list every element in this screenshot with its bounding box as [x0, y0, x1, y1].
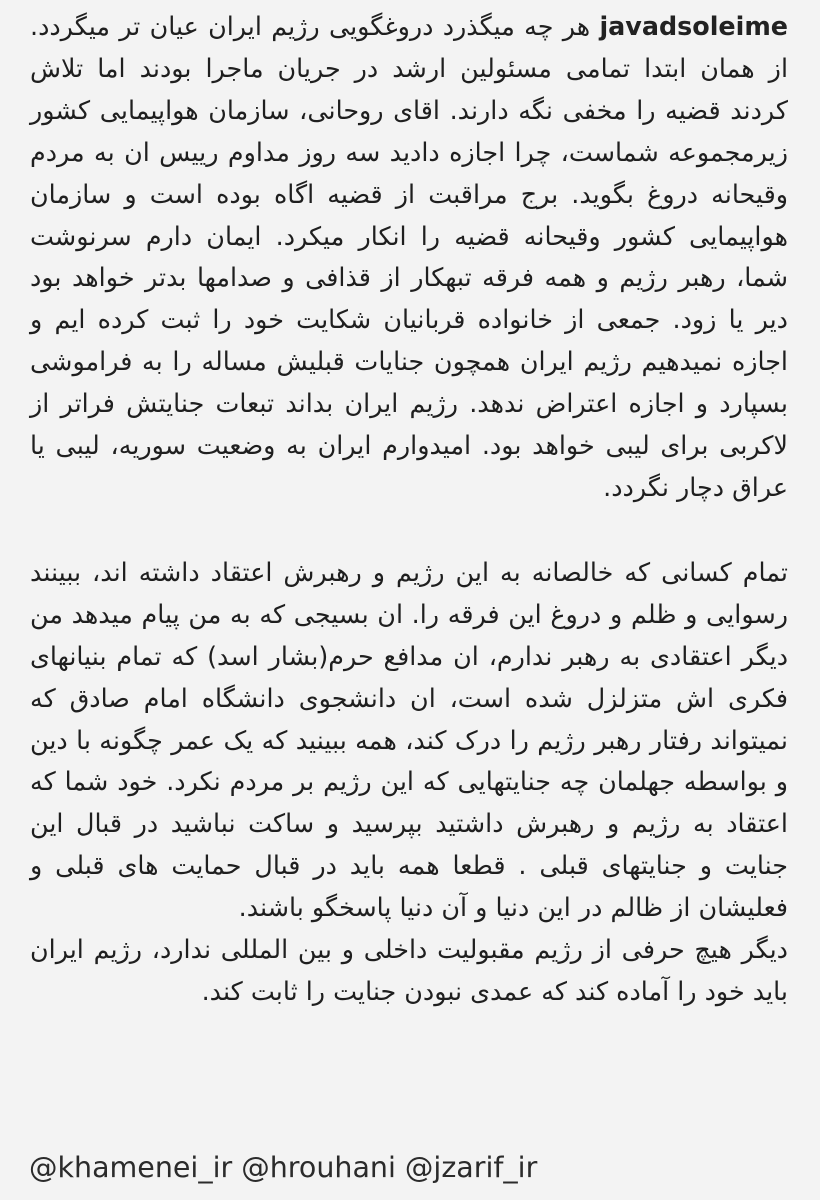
mention-jzarif[interactable]: @jzarif_ir [404, 1151, 538, 1184]
mention-tags [29, 1150, 537, 1186]
caption-paragraph-2: تمام کسانی که خالصانه به این رژیم و رهبرش اعتقاد داشته اند، ببینند رسوایی و ظلم و دروغ این فرقه را. ان بسیجی که به من پیام میدهد من دیگر اعتقادی به رهبر ندارم، ان مدافع حرم(بشار اسد) که تمام بنیانهای فکری اش متزلزل شده است، ان دانشجوی دانشگاه امام صادق که نمیتواند رفتار رهبر رژیم را درک کند، همه ببینید که یک عمر چگونه با دین و بواسطه جهلمان چه جنایتهایی که این رژیم بر مردم نکرد. خود شما که اعتقاد به رژیم و رهبرش داشتید بپرسید و ساکت نباشید در قبال این جنایت و جنایتهای قبلی . قطعا همه باید در قبال حمایت های قبلی و فعلیشان از ظالم در این دنیا و آن دنیا پاسخگو باشند. [30, 556, 788, 923]
caption-text [30, 6, 788, 1013]
caption-paragraph-3: دیگر هیچ حرفی از رژیم مقبولیت داخلی و بین المللی ندارد، رژیم ایران باید خود را آماده کند که عمدی نبودن جنایت را ثابت کند. [30, 934, 788, 1006]
caption-paragraph-1-text: هر چه میگذرد دروغگویی رژیم ایران عیان تر میگردد. از همان ابتدا تمامی مسئولین ارشد در جریان ماجرا بودند اما تلاش کردند قضیه را مخفی نگه دارند. اقای روحانی، سازمان هواپیمایی کشور زیرمجموعه شماست، چرا اجازه دادید سه روز مداوم رییس ان به مردم وقیحانه دروغ بگوید. برج مراقبت از قضیه اگاه بوده است و سازمان هواپیمایی کشور وقیحانه قضیه را انکار میکرد. ایمان دارم سرنوشت شما، رهبر رژیم و همه فرقه تبهکار از قذافی و صدامها بدتر خواهد بود دیر یا زود. جمعی از خانواده قربانیان شکایت خود را ثبت کرده ایم و اجازه نمیدهیم رژیم ایران همچون جنایات قبلیش مساله را به فراموشی بسپارد و اجازه اعتراض ندهد. رژیم ایران بداند تبعات جنایتش فراتر از لاکربی برای لیبی خواهد بود. امیدوارم ایران به وضعیت سوریه، لیبی یا عراق دچار نگردد. [30, 11, 788, 502]
mention-hrouhani[interactable]: @hrouhani [241, 1151, 396, 1184]
caption-paragraph-1 [30, 6, 788, 509]
mention-khamenei[interactable]: @khamenei_ir [29, 1151, 233, 1184]
username-link[interactable]: javadsoleime [599, 11, 788, 41]
